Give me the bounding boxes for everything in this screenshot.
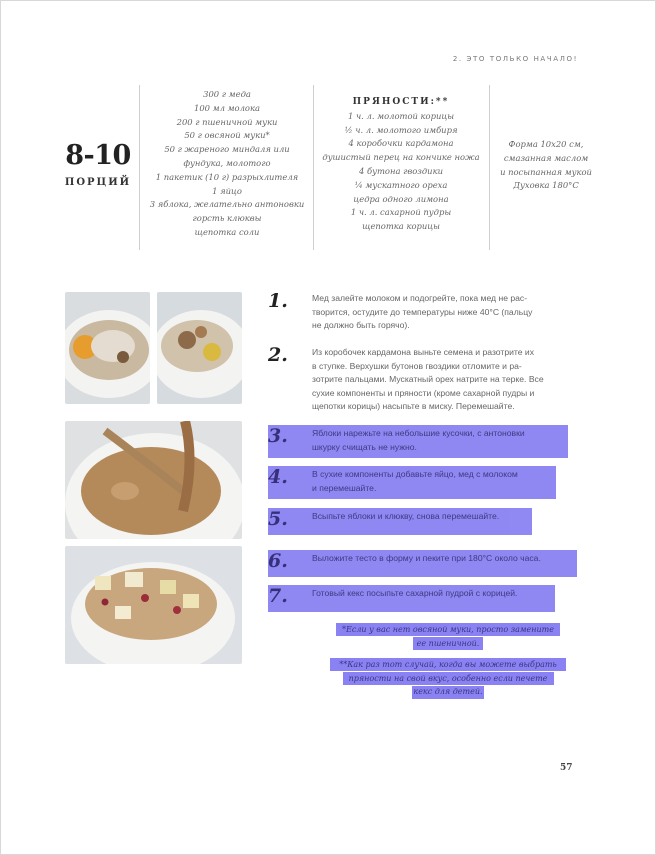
step-6	[268, 550, 577, 577]
servings-count: 8-10	[65, 140, 131, 171]
photo-spices-bowl	[157, 292, 242, 404]
step-line: и перемешайте.	[312, 482, 377, 493]
ingredient-line: 50 г жареного миндаля или	[164, 144, 290, 155]
ingredient-line: 100 мл молока	[194, 102, 260, 113]
note-line: *Если у вас нет овсяной муки, просто замените	[342, 625, 554, 634]
step-1	[268, 290, 588, 332]
spice-line: 1 ч. л. молотой корицы	[347, 110, 455, 121]
step-3	[268, 425, 568, 458]
step-number: 6.	[268, 550, 288, 572]
step-text	[312, 346, 544, 414]
note-line: ее пшеничной.	[416, 638, 480, 648]
spice-line: 4 бутона гвоздики	[359, 165, 443, 176]
servings-label: ПОРЦИЙ	[64, 177, 132, 188]
form-line: смазанная маслом	[503, 152, 589, 163]
step-text	[312, 510, 499, 524]
ingredients-list	[142, 88, 312, 240]
chapter-header: 2. ЭТО ТОЛЬКО НАЧАЛО!	[452, 55, 578, 63]
note-line: **Как раз тот случай, когда вы можете выбрать	[339, 660, 557, 669]
step-text	[312, 427, 525, 454]
step-line: зотрите пальцами. Мускатный орех натрите на терке. Все	[312, 374, 544, 385]
step-line: В сухие компоненты добавьте яйцо, мед с молоком	[312, 469, 518, 479]
spice-line: душистый перец на кончике ножа	[322, 152, 480, 163]
spice-line: ¼ мускатного ореха	[354, 179, 448, 190]
spice-line: 1 ч. л. сахарной пудры	[350, 207, 452, 218]
spices-list	[315, 96, 487, 234]
page-number: 57	[560, 763, 573, 773]
step-line: Из коробочек кардамона выньте семена и разотрите их	[312, 347, 535, 357]
photo-batter-bowl	[65, 421, 242, 539]
step-text	[312, 552, 541, 566]
form-line: Духовка 180°С	[513, 180, 579, 191]
spice-line: ½ ч. л. молотого имбиря	[344, 124, 458, 135]
step-line: Готовый кекс посыпьте сахарной пудрой с корицей.	[312, 588, 518, 598]
step-5	[268, 508, 532, 535]
step-line: творится, остудите до температуры ниже 40°С (пальцу	[312, 306, 533, 317]
ingredient-line: 300 г меда	[203, 89, 251, 99]
ingredient-line: фундука, молотого	[183, 157, 271, 168]
ingredient-line: горсть клюквы	[192, 213, 262, 224]
step-line: щепотки корицы) насыпьте в миску. Перемешайте.	[312, 401, 515, 412]
spices-title: ПРЯНОСТИ:**	[352, 97, 450, 107]
ingredient-line: 1 яйцо	[212, 185, 242, 196]
step-number: 1.	[268, 290, 288, 312]
step-number: 4.	[268, 466, 288, 488]
photo-dry-ingredients-bowl	[65, 292, 150, 404]
step-text	[312, 292, 532, 333]
step-text	[312, 587, 517, 601]
footnote-spices	[320, 658, 576, 699]
ingredient-line: 1 пакетик (10 г) разрыхлителя	[155, 171, 299, 182]
step-number: 2.	[268, 344, 288, 366]
note-line: пряности на свой вкус, особенно если печете	[348, 673, 548, 683]
note-line: кекс для детей.	[413, 687, 483, 696]
step-4	[268, 466, 556, 499]
form-info	[492, 138, 600, 193]
step-7	[268, 585, 555, 612]
spice-line: 4 коробочки кардамона	[348, 138, 454, 149]
step-number: 7.	[268, 585, 288, 607]
step-line: сухие компоненты и пряности (кроме сахарной пудры и	[312, 387, 535, 398]
footnote-oat-flour	[320, 623, 576, 650]
ingredient-line: 50 г овсяной муки*	[184, 130, 270, 141]
step-line: не должно быть горячо).	[312, 320, 410, 331]
step-line: Яблоки нарежьте на небольшие кусочки, с антоновки	[312, 428, 525, 438]
ingredient-line: щепотка соли	[194, 226, 260, 237]
ingredient-line: 200 г пшеничной муки	[176, 116, 278, 127]
step-line: шкурку счищать не нужно.	[312, 441, 417, 452]
step-line: Мед залейте молоком и подогрейте, пока мед не рас-	[312, 293, 528, 303]
divider-2	[313, 85, 314, 250]
step-number: 5.	[268, 508, 288, 530]
divider-3	[489, 85, 490, 250]
ingredient-line: 3 яблока, желательно антоновки	[149, 199, 305, 210]
spice-line: цедра одного лимона	[353, 193, 449, 204]
form-line: и посыпанная мукой	[500, 166, 592, 177]
divider-1	[139, 85, 140, 250]
form-line: Форма 10х20 см,	[508, 139, 584, 149]
step-line: в ступке. Верхушки бутонов гвоздики отломите и ра-	[312, 360, 522, 371]
step-text	[312, 468, 518, 495]
step-line: Выложите тесто в форму и пеките при 180°С около часа.	[312, 553, 541, 563]
step-number: 3.	[268, 425, 288, 447]
photo-apples-bowl	[65, 546, 242, 664]
step-line: Всыпьте яблоки и клюкву, снова перемешайте.	[312, 511, 500, 521]
spice-line: щепотка корицы	[362, 221, 440, 232]
step-2	[268, 344, 588, 414]
